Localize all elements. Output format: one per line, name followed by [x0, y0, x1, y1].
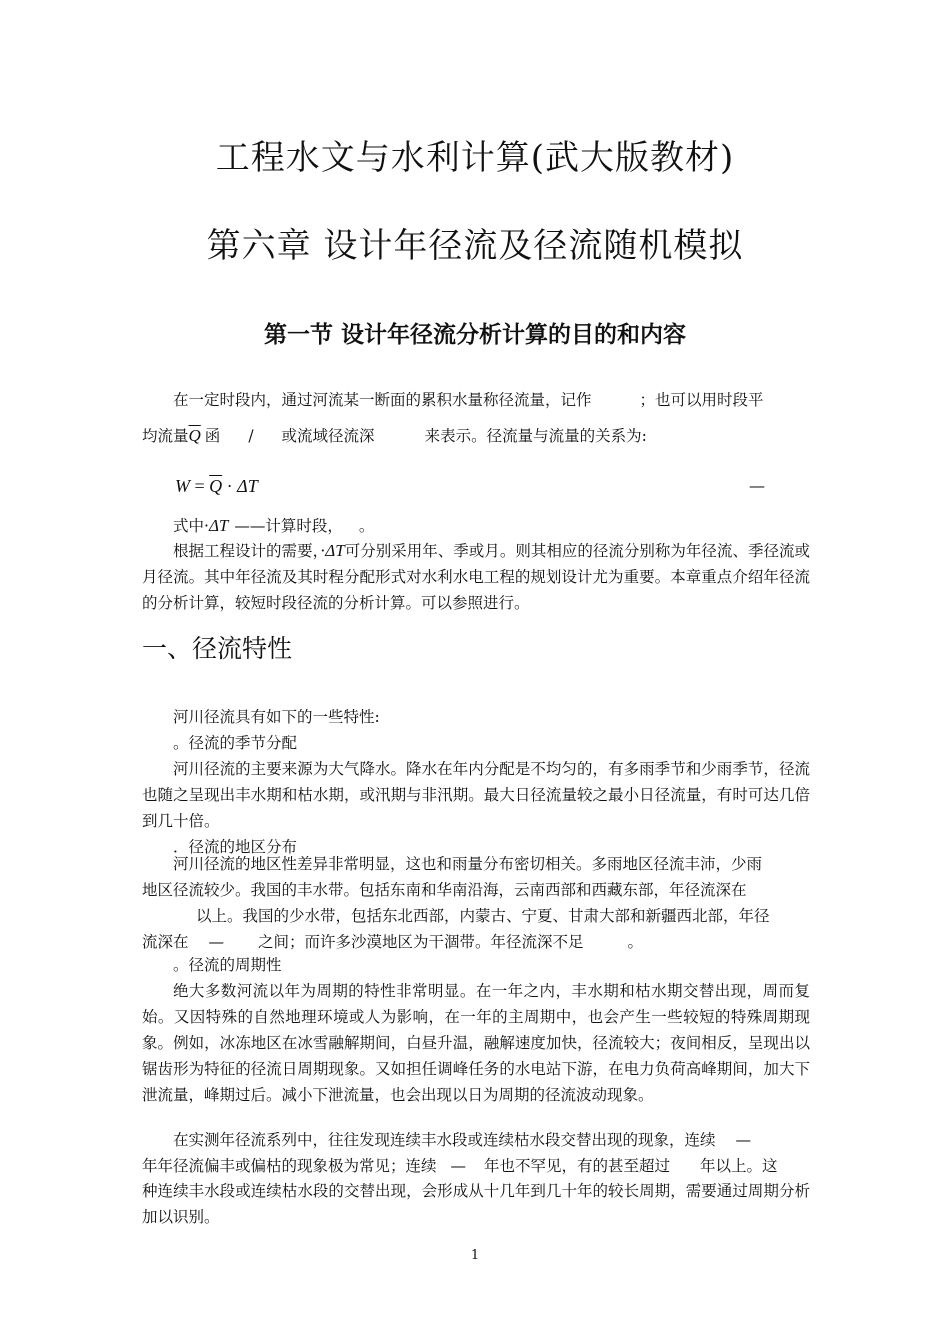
last-line-2-a: 年年径流偏丰或偏枯的现象极为常见；连续: [142, 1157, 437, 1175]
characteristics-intro: 河川径流具有如下的一些特性:: [173, 708, 380, 726]
where-dot: ·: [204, 517, 209, 535]
item-2-line-4-d: 。: [627, 933, 644, 951]
item-2-line-2: [142, 878, 810, 902]
where-prefix: 式中: [173, 517, 205, 535]
item-2-line-1: [142, 852, 810, 876]
intro-line-1: [142, 388, 810, 412]
item-2-title: ．径流的地区分布: [173, 838, 298, 856]
last-line-2-b: —: [450, 1157, 467, 1175]
para2-dot: ·: [320, 542, 326, 560]
item-3-title: 。径流的周期性: [173, 956, 282, 974]
item-2-line-3-text: 以上。我国的少水带，包括东北西部，内蒙古、宁夏、甘肃大部和新疆西北部，年径: [196, 907, 770, 925]
intro-line-2-tail: 来表示。径流量与流量的关系为:: [424, 427, 647, 445]
last-line-1-a: 在实测年径流系列中，往往发现连续丰水段或连续枯水段交替出现的现象，连续: [173, 1131, 716, 1149]
document-title: 工程水文与水利计算(武大版教材): [215, 138, 735, 178]
intro-paragraph-2-text: [142, 538, 810, 616]
item-2-line-2-text: 地区径流较少。我国的丰水带。包括东南和华南沿海，云南西部和西藏东部，年径流深在: [142, 881, 747, 899]
where-line: [142, 514, 810, 538]
where-end: 。: [358, 517, 375, 535]
section-title: 第一节 设计年径流分析计算的目的和内容: [263, 322, 686, 348]
intro-line-1-tail: ；也可以用时段平: [639, 391, 764, 409]
last-paragraph-line-1: [142, 1128, 810, 1152]
last-paragraph-line-2: [142, 1154, 810, 1178]
item-2-line-4-c: 之间；而许多沙漠地区为干涸带。年径流深不足: [258, 933, 584, 951]
item-2-line-1-text: 河川径流的地区性差异非常明显，这也和雨量分布密切相关。多雨地区径流丰沛，少雨: [173, 855, 763, 873]
item-2-line-4-b: —: [208, 933, 225, 951]
item-1-paragraph: 河川径流的主要来源为大气降水。降水在年内分配是不均匀的，有多雨季节和少雨季节，径流也随之呈现出丰水期和枯水期，或汛期与非汛期。最大日径流量较之最小日径流量，有时可达几倍到几十倍。: [142, 760, 810, 830]
last-line-1-b: —: [735, 1131, 752, 1149]
last-paragraph-block: [142, 1178, 810, 1230]
where-delta-t: ΔT: [208, 516, 229, 535]
last-line-2-d: 年以上。这: [700, 1157, 778, 1175]
formula-q: $\overline{Q}$: [209, 476, 223, 496]
runoff-characteristics-heading: 一、径流特性: [142, 634, 293, 663]
last-paragraph-line-3: 种连续丰水段或连续枯水段的交替出现，会形成从十几年到几十年的较长周期，需要通过周期分析加以识别。: [142, 1182, 810, 1226]
intro-line-1-text: 在一定时段内，通过河流某一断面的累积水量称径流量，记作: [173, 391, 592, 409]
para2-prefix: 根据工程设计的需要，: [173, 542, 321, 560]
runoff-formula: [175, 473, 258, 499]
para2-text: 可分别采用年、季或月。则其相应的径流分别称为年径流、季径流或月径流。其中年径流及其时程分配形式对水利水电工程的规划设计尤为重要。本章重点介绍年径流的分析计算，较短时段径流的分析计算。可以参照进行。: [142, 542, 810, 612]
page-number: 1: [470, 1248, 480, 1263]
where-text: ——计算时段，: [234, 517, 343, 535]
item-3-block: [142, 952, 810, 1108]
formula-delta-t: ΔT: [237, 476, 258, 496]
item-2-line-4: [142, 930, 810, 954]
item-2-line-3: [142, 904, 810, 928]
last-line-2-c: 年也不罕见，有的甚至超过: [484, 1157, 671, 1175]
item-2-line-4-a: 流深在: [142, 933, 189, 951]
item-1-title: 。径流的季节分配: [173, 734, 298, 752]
item-3-paragraph: 绝大多数河流以年为周期的特性非常明显。在一年之内，丰水期和枯水期交替出现，周而复始。又因特殊的自然地理环境或人为影响，在一年的主周期中，也会产生一些较短的特殊周期现象。例如，冰冻地区在冰雪融解期间，白昼升温，融解速度加快，径流较大；夜间相反，呈现出以锯齿形为特征的径流日周期现象。又如担任调峰任务的水电站下游，在电力负荷高峰期间，加大下泄流量，峰期过后。减小下泄流量，也会出现以日为周期的径流波动现象。: [142, 982, 810, 1104]
mean-flow-symbol: $\overline{Q}$: [188, 426, 201, 445]
runoff-depth-text: 或流域径流深: [281, 427, 375, 445]
formula-dot: ·: [226, 476, 233, 496]
chapter-title: 第六章 设计年径流及径流随机模拟: [206, 226, 744, 266]
characteristics-block: [142, 704, 810, 860]
formula-w: W: [175, 476, 190, 496]
formula-equals: =: [194, 476, 205, 496]
unit-text: 函: [204, 427, 221, 445]
intro-paragraph-2: [142, 538, 810, 616]
para2-delta-t: ΔT: [325, 541, 345, 560]
intro-line-2: [142, 424, 810, 448]
intro-line-2-prefix: 均流量: [142, 427, 189, 445]
formula-number-dash: —: [749, 476, 765, 495]
slash-text: /: [248, 427, 254, 445]
